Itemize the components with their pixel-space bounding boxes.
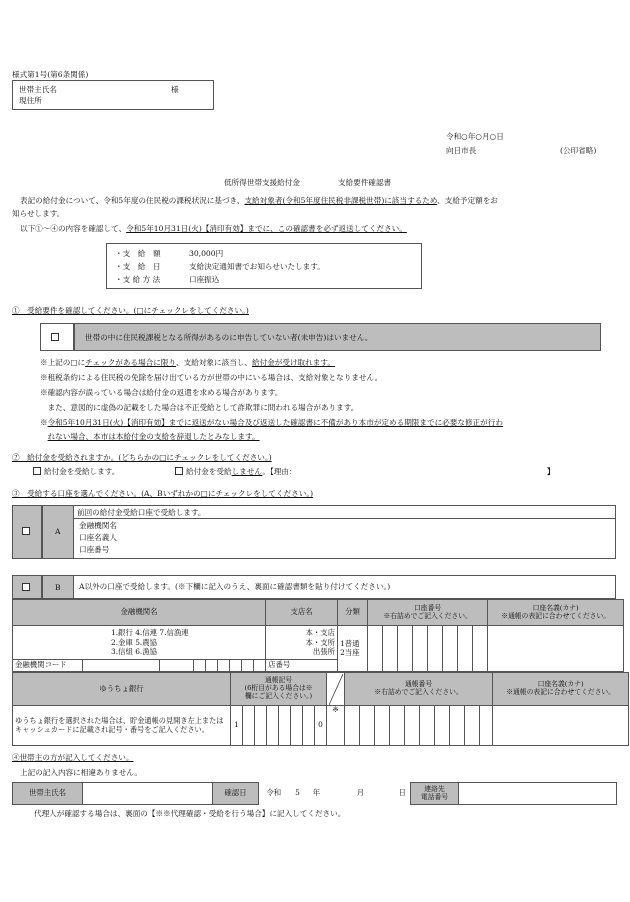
address-label: 現住所 <box>19 96 42 105</box>
note-6: れない場合、本市は本給付金の支給を辞退したとみなします。 <box>47 432 260 441</box>
passbook-digit-7[interactable] <box>435 706 450 746</box>
yucho-bank-header: ゆうちょ銀行 <box>13 673 231 706</box>
yucho-entry-row <box>13 706 629 746</box>
contact-phone-input[interactable] <box>459 783 617 805</box>
bank-header-row <box>13 600 624 626</box>
form-number: 様式第1号(第6条関係) <box>12 70 89 79</box>
passbook-digit-6[interactable] <box>420 706 435 746</box>
intro-line-3: 以下①～④の内容を確認して、令和5年10月31日(火)【消印有効】までに、この確認書を必ず返送してください。 <box>20 224 407 233</box>
account-digit-4[interactable] <box>413 626 428 672</box>
passbook-number-header: 通帳番号 ※右詰めでご記入ください。 <box>345 673 493 706</box>
contact-label: 連絡先 電話番号 <box>411 783 459 805</box>
bank-entry-row <box>13 626 624 660</box>
account-digit-5[interactable] <box>428 626 443 672</box>
bank-code-spacer <box>83 660 160 672</box>
signer-name-label: 世帯主氏名 <box>13 783 83 805</box>
option-a-divider <box>74 518 616 519</box>
payment-amount-label: ・支 給 額 <box>115 249 161 258</box>
option-a-bank-name: 金融機関名 <box>79 521 117 530</box>
account-digit-7[interactable] <box>458 626 473 672</box>
symbol-digit-4[interactable] <box>267 706 279 746</box>
option-b-checkbox[interactable] <box>22 583 30 591</box>
symbol-digit-1[interactable]: 1 <box>231 706 243 746</box>
section4-heading: ④世帯主の方が記入してください。 <box>12 753 134 762</box>
account-digit-6[interactable] <box>443 626 458 672</box>
branch-name-header: 支店名 <box>266 600 338 626</box>
doc-title-main: 低所得世帯支援給付金 <box>224 178 300 187</box>
passbook-digit-2[interactable] <box>360 706 375 746</box>
option-a-letter-cell <box>42 505 74 559</box>
branch-name-input[interactable]: 本・支店 本・支所 出張所 <box>266 626 338 660</box>
passbook-digit-1[interactable] <box>345 706 360 746</box>
date-day-input[interactable] <box>371 783 395 805</box>
decline-checkbox[interactable] <box>175 467 183 475</box>
payment-summary-box <box>106 243 422 289</box>
option-b-check-cell <box>12 575 42 599</box>
intro-line-2: 知らせします。 <box>12 209 65 218</box>
diagonal-line <box>329 674 343 705</box>
bank-account-table <box>12 599 624 672</box>
confirm-date-label: 確認日 <box>213 783 259 805</box>
option-a-account-no: 口座番号 <box>79 545 110 554</box>
symbol-digit-5[interactable] <box>279 706 291 746</box>
passbook-digit-8[interactable] <box>450 706 465 746</box>
account-holder-header: 口座名義(カナ) ※通帳の表記に合わせてください。 <box>488 600 624 626</box>
account-holder-input[interactable] <box>488 626 624 672</box>
intro-line-1: 表記の給付金について、令和5年度の住民税の課税状況に基づき、支給対象者(令和5年度住民税非課税世帯)に該当するため、支給予定額をお <box>20 196 498 205</box>
symbol-digit-7[interactable] <box>303 706 315 746</box>
symbol-extra-cell[interactable] <box>327 706 345 746</box>
date-day-unit: 日 <box>395 783 411 805</box>
symbol-digit-6[interactable] <box>291 706 303 746</box>
date-era: 令和 <box>266 788 282 798</box>
branch-number-cell[interactable] <box>266 660 338 672</box>
account-digit-1[interactable] <box>368 626 383 672</box>
account-digit-3[interactable] <box>398 626 413 672</box>
bank-code-digit-2[interactable] <box>206 660 218 672</box>
account-type-header: 分類 <box>338 600 368 626</box>
note-2: ※租税条約による住民税の免除を届け出ている方が世帯の中にいる場合は、支給対象となりません。 <box>40 373 383 382</box>
head-name-label: 世帯主氏名 <box>19 85 57 94</box>
bank-code-pad-1 <box>242 660 254 672</box>
symbol-digit-2[interactable] <box>243 706 255 746</box>
account-number-header: 口座番号 ※右詰めでご記入ください。 <box>368 600 488 626</box>
passbook-digit-9[interactable] <box>465 706 480 746</box>
no-undeclared-checkbox[interactable] <box>51 333 59 341</box>
bank-code-pad-2 <box>254 660 266 672</box>
bank-code-digit-4[interactable] <box>230 660 242 672</box>
bank-code-spacer-2 <box>160 660 194 672</box>
bank-name-header: 金融機関名 <box>13 600 266 626</box>
section3-heading: ③ 受給する口座を選んでください。(A、Bいずれかの□にチェックレをしてください。) <box>12 489 314 498</box>
payment-date-label: ・支 給 日 <box>115 262 161 271</box>
option-a-holder: 口座名義人 <box>79 533 117 542</box>
account-type-input[interactable]: 1普通 2当座 <box>338 626 368 672</box>
yucho-header-row <box>13 673 629 706</box>
section1-check-row <box>40 323 600 351</box>
seal-omitted: (公印省略) <box>560 146 597 155</box>
signer-name-input[interactable] <box>83 783 213 805</box>
bank-code-digit-1[interactable] <box>194 660 206 672</box>
payment-method-label: ・支 給 方 法 <box>115 275 161 284</box>
option-b-letter-cell <box>42 575 74 599</box>
passbook-digit-4[interactable] <box>390 706 405 746</box>
date-month-unit: 月 <box>356 788 365 798</box>
note-3: ※確認内容が誤っている場合は給付金の返還を求める場合があります。 <box>40 388 283 397</box>
confirm-statement: 上記の記入内容に相違ありません。 <box>20 768 142 777</box>
account-option-b <box>12 575 616 599</box>
option-a-check-cell <box>12 505 42 559</box>
issue-date: 令和○年○月○日 <box>446 132 504 141</box>
branch-number-label: 店番号 <box>268 660 291 670</box>
option-a-checkbox[interactable] <box>22 527 30 535</box>
signature-row <box>13 783 617 805</box>
kome-mark: ※ <box>332 705 339 714</box>
note-1: ※上記の□にチェックがある場合に限り、支給対象に該当し、給付金が受け取れます。 <box>40 358 335 367</box>
yucho-account-table <box>12 672 629 746</box>
payment-date-value: 支給決定通知書でお知らせいたします。 <box>189 262 325 271</box>
passbook-digit-3[interactable] <box>375 706 390 746</box>
date-year-unit: 年 <box>312 788 321 798</box>
date-year[interactable]: 5 <box>295 788 300 798</box>
option-a-title: 前回の給付金受給口座で受給します。 <box>77 508 206 517</box>
passbook-digit-5[interactable] <box>405 706 420 746</box>
option-b-title: A以外の口座で受給します。(※下欄に記入のうえ、裏面に確認書類を貼り付けてください。) <box>79 582 391 591</box>
symbol-digit-last[interactable]: 0 <box>315 706 327 746</box>
sama-label: 様 <box>171 85 179 94</box>
signature-table <box>12 782 617 805</box>
passbook-symbol-header: 通帳記号 (6桁目がある場合は※ 欄にご記入ください。) <box>231 673 327 706</box>
bank-name-input[interactable]: 1.銀行 4.信連 7.信漁連 2.金庫 5.農協 3.信組 6.漁協 <box>13 626 266 660</box>
date-month-input[interactable] <box>327 783 351 805</box>
proxy-note: 代理人が確認する場合は、裏面の【※※代理確認・受給を行う場合】に記入してください。 <box>34 809 346 818</box>
receive-checkbox[interactable] <box>33 467 41 475</box>
header-diagonal-cell <box>327 673 345 706</box>
no-undeclared-text: 世帯の中に住民税課税となる所得があるのに申告していない者(未申告)はいません。 <box>85 333 373 342</box>
yucho-instruction: ゆうちょ銀行を選択された場合は、貯金通帳の見開き左上またはキャッシュカードに記載され記号・番号をご記入ください。 <box>13 706 231 746</box>
decline-option: 給付金を受給しません。【理由： <box>172 467 297 476</box>
receive-option: 給付金を受給します。 <box>30 467 119 476</box>
payment-method-value: 口座振込 <box>189 275 220 284</box>
option-b-letter: B <box>55 583 61 592</box>
addressee-box <box>12 80 214 110</box>
issuer-name: 向日市長 <box>446 146 477 155</box>
section1-check-text-cell <box>74 323 601 351</box>
section2-heading: ② 給付金を受給されますか。(どちらかの□にチェックレをしてください。) <box>12 453 272 462</box>
reason-close-bracket: 】 <box>547 467 555 476</box>
yucho-holder-input[interactable] <box>493 706 629 746</box>
account-digit-2[interactable] <box>383 626 398 672</box>
note-4: また、意図的に虚偽の記載をした場合は不正受給として詐欺罪に問われる場合があります。 <box>40 403 359 412</box>
doc-title-sub: 支給要件確認書 <box>338 178 392 187</box>
symbol-digit-3[interactable] <box>255 706 267 746</box>
yucho-holder-header: 口座名義(カナ) ※通帳の表記に合わせてください。 <box>493 673 629 706</box>
option-a-letter: A <box>55 527 61 536</box>
passbook-digit-10[interactable] <box>480 706 493 746</box>
payment-amount-value: 30,000円 <box>189 249 224 258</box>
note-5: ※令和5年10月31日(火)【消印有効】までに返送がない場合及び返送した確認書に不備があり本市が定める期限までに必要な修正が行わ <box>40 418 503 427</box>
account-digit-8[interactable] <box>473 626 488 672</box>
section1-heading: ① 受給要件を確認してください。(□にチェックレをしてください。) <box>12 306 249 315</box>
account-option-a <box>12 505 616 559</box>
bank-code-digit-3[interactable] <box>218 660 230 672</box>
bank-code-label: 金融機関コード <box>13 660 83 672</box>
section1-check-cell <box>40 323 74 351</box>
